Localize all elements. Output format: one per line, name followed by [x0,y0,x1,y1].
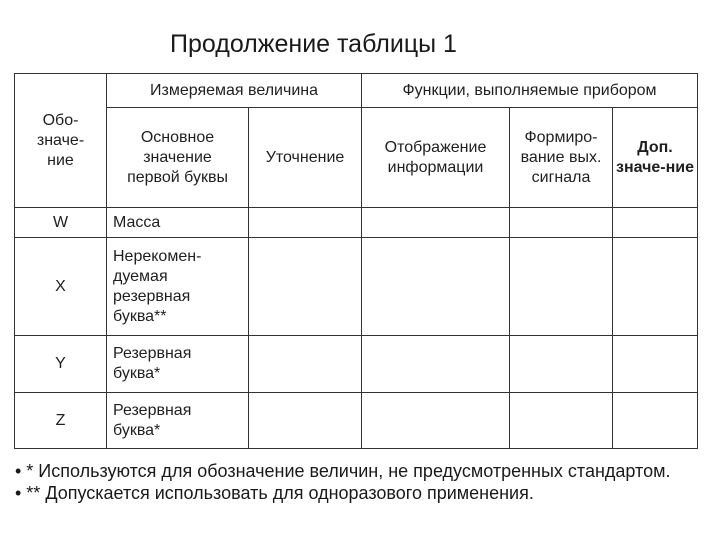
table-row [15,393,698,449]
table-row [15,336,698,393]
row-letter: Y [15,336,107,393]
header-designation: Обо- значе- ние [15,74,107,208]
header-functions-group: Функции, выполняемые прибором [362,74,698,108]
empty-cell [249,208,362,238]
header-refinement: Уточнение [249,108,362,208]
footnote-single-use: • ** Допускается использовать для одноразового применения. [15,483,534,503]
footnotes [15,460,705,504]
empty-cell [613,208,698,238]
header-main-value: Основное значение первой буквы [107,108,249,208]
empty-cell [362,208,510,238]
empty-cell [362,393,510,449]
empty-cell [362,238,510,336]
header-additional-value: Доп. значе-ние [613,108,698,208]
empty-cell [249,238,362,336]
empty-cell [249,393,362,449]
empty-cell [613,336,698,393]
header-display: Отображение информации [362,108,510,208]
row-meaning: Масса [107,208,249,238]
header-row-1 [15,74,698,108]
empty-cell [510,238,613,336]
row-letter: W [15,208,107,238]
empty-cell [510,393,613,449]
empty-cell [510,336,613,393]
header-measured-group: Измеряемая величина [107,74,362,108]
empty-cell [613,238,698,336]
empty-cell [613,393,698,449]
page-title: Продолжение таблицы 1 [170,30,457,58]
table-row [15,238,698,336]
row-meaning: Резервная буква* [107,336,249,393]
empty-cell [510,208,613,238]
empty-cell [362,336,510,393]
row-meaning: Нерекомен- дуемая резервная буква** [107,238,249,336]
empty-cell [249,336,362,393]
row-letter: Z [15,393,107,449]
table-row [15,208,698,238]
row-letter: X [15,238,107,336]
header-row-2 [15,108,698,208]
designations-table [14,73,698,449]
row-meaning: Резервная буква* [107,393,249,449]
footnote-reserved: • * Используются для обозначение величин, не предусмотренных стандартом. [15,461,671,481]
header-signal-forming: Формиро- вание вых. сигнала [510,108,613,208]
